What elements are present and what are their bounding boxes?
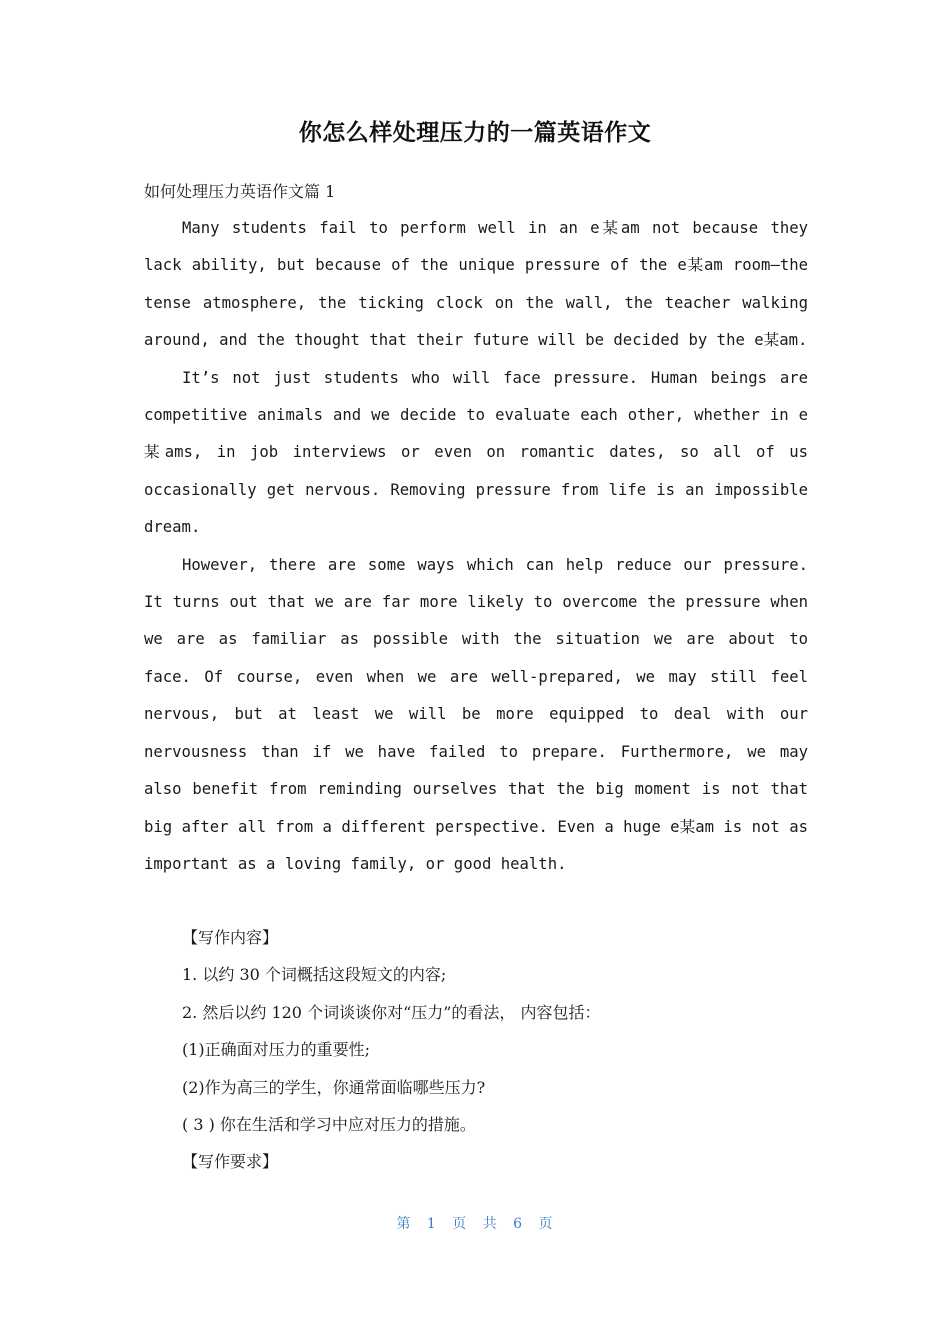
task-item: 2. 然后以约 120 个词谈谈你对“压力”的看法， 内容包括： <box>182 1002 601 1022</box>
page-number: 第 1 页 共 6 页 <box>396 1216 554 1232</box>
task-item: 1. 以约 30 个词概括这段短文的内容; <box>182 965 447 985</box>
paragraph: It’s not just students who will face pressure. Human beings are competitive animals and we decide to evaluate each other, whether in e某ams, in job interviews or even on romantic dates, so all of us occasionally get nervous. Removing pressure from life is an impossible dream. <box>144 368 808 537</box>
document-title: 你怎么样处理压力的一篇英语作文 <box>298 120 652 146</box>
writing-content-heading: 【写作内容】 <box>182 928 279 947</box>
task-sub-item: (2)作为高三的学生，你通常面临哪些压力? <box>182 1077 486 1097</box>
essay-body <box>144 210 808 883</box>
writing-task <box>182 919 802 1181</box>
section-heading: 如何处理压力英语作文篇 1 <box>144 182 336 201</box>
writing-requirements-heading: 【写作要求】 <box>182 1152 279 1172</box>
task-sub-item: (1)正确面对压力的重要性; <box>182 1040 371 1060</box>
paragraph: Many students fail to perform well in an e某am not because they lack ability, but because of the unique pressure of the e某am room—the tense atmosphere, the ticking clock on the wall, the teacher walking around, and the thought that their future will be decided by the e某am. <box>144 219 808 350</box>
task-sub-item: ( 3 ) 你在生活和学习中应对压力的措施。 <box>182 1115 476 1135</box>
paragraph: However, there are some ways which can help reduce our pressure. It turns out that we are far more likely to overcome the pressure when we are as familiar as possible with the situation we are about to face. Of course, even when we are well-prepared, we may still feel nervous, but at least we will be more equipped to deal with our nervousness than if we have failed to prepare. Furthermore, we may also benefit from reminding ourselves that the big moment is not that big after all from a different perspective. Even a huge e某am is not as important as a loving family, or good health. <box>144 555 808 873</box>
